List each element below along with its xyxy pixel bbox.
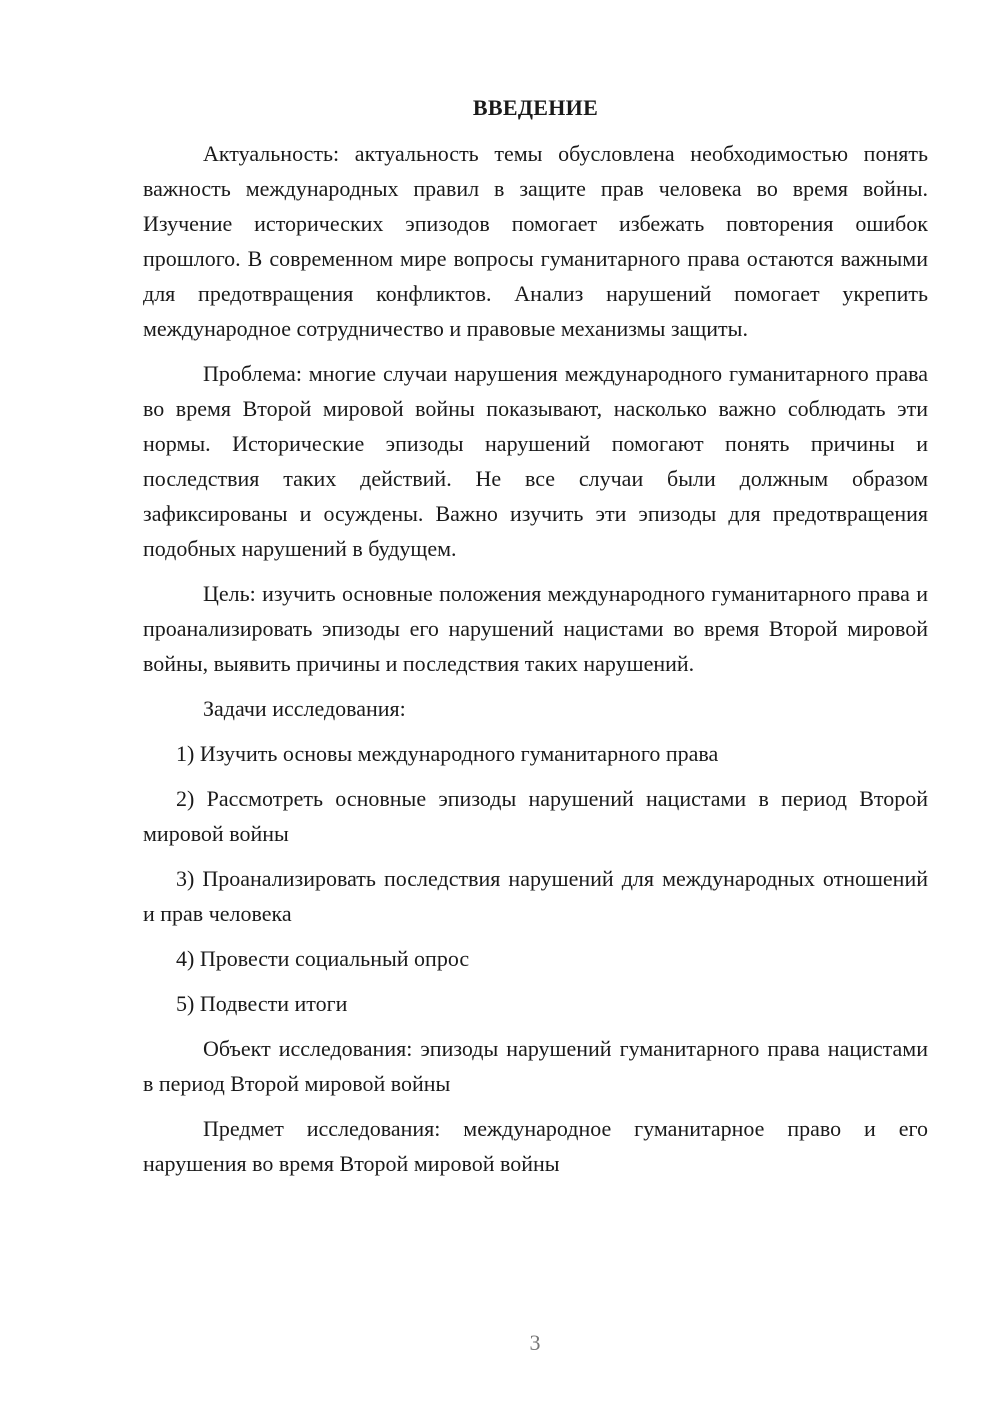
page-number: 3 xyxy=(529,1330,541,1355)
task-item-3: 3) Проанализировать последствия нарушений для международных отношений и прав человека xyxy=(143,866,928,926)
page-title: ВВЕДЕНИЕ xyxy=(472,95,599,120)
task-item-5: 5) Подвести итоги xyxy=(176,991,348,1016)
tasks-heading: Задачи исследования: xyxy=(203,696,406,721)
paragraph-object: Объект исследования: эпизоды нарушений гуманитарного права нацистами в период Второй мировой войны xyxy=(143,1036,928,1096)
paragraph-relevance: Актуальность: актуальность темы обусловлена необходимостью понять важность международных правил в защите прав человека во время войны. Изучение исторических эпизодов помогает избежать повторения ошибок прошлого. В современном мире вопросы гуманитарного права остаются важными для предотвращения конфликтов. Анализ нарушений помогает укрепить международное сотрудничество и правовые механизмы защиты. xyxy=(143,141,928,341)
document-page xyxy=(143,90,928,1181)
paragraph-problem: Проблема: многие случаи нарушения международного гуманитарного права во время Второй мировой войны показывают, насколько важно соблюдать эти нормы. Исторические эпизоды нарушений помогают понять причины и последствия таких действий. Не все случаи были должным образом зафиксированы и осуждены. Важно изучить эти эпизоды для предотвращения подобных нарушений в будущем. xyxy=(143,361,928,561)
task-item-2: 2) Рассмотреть основные эпизоды нарушений нацистами в период Второй мировой войны xyxy=(143,786,928,846)
paragraph-goal: Цель: изучить основные положения международного гуманитарного права и проанализировать эпизоды его нарушений нацистами во время Второй мировой войны, выявить причины и последствия таких нарушений. xyxy=(143,581,928,676)
task-item-1: 1) Изучить основы международного гуманитарного права xyxy=(176,741,719,766)
task-item-4: 4) Провести социальный опрос xyxy=(176,946,470,971)
paragraph-subject: Предмет исследования: международное гуманитарное право и его нарушения во время Второй мировой войны xyxy=(143,1116,928,1176)
